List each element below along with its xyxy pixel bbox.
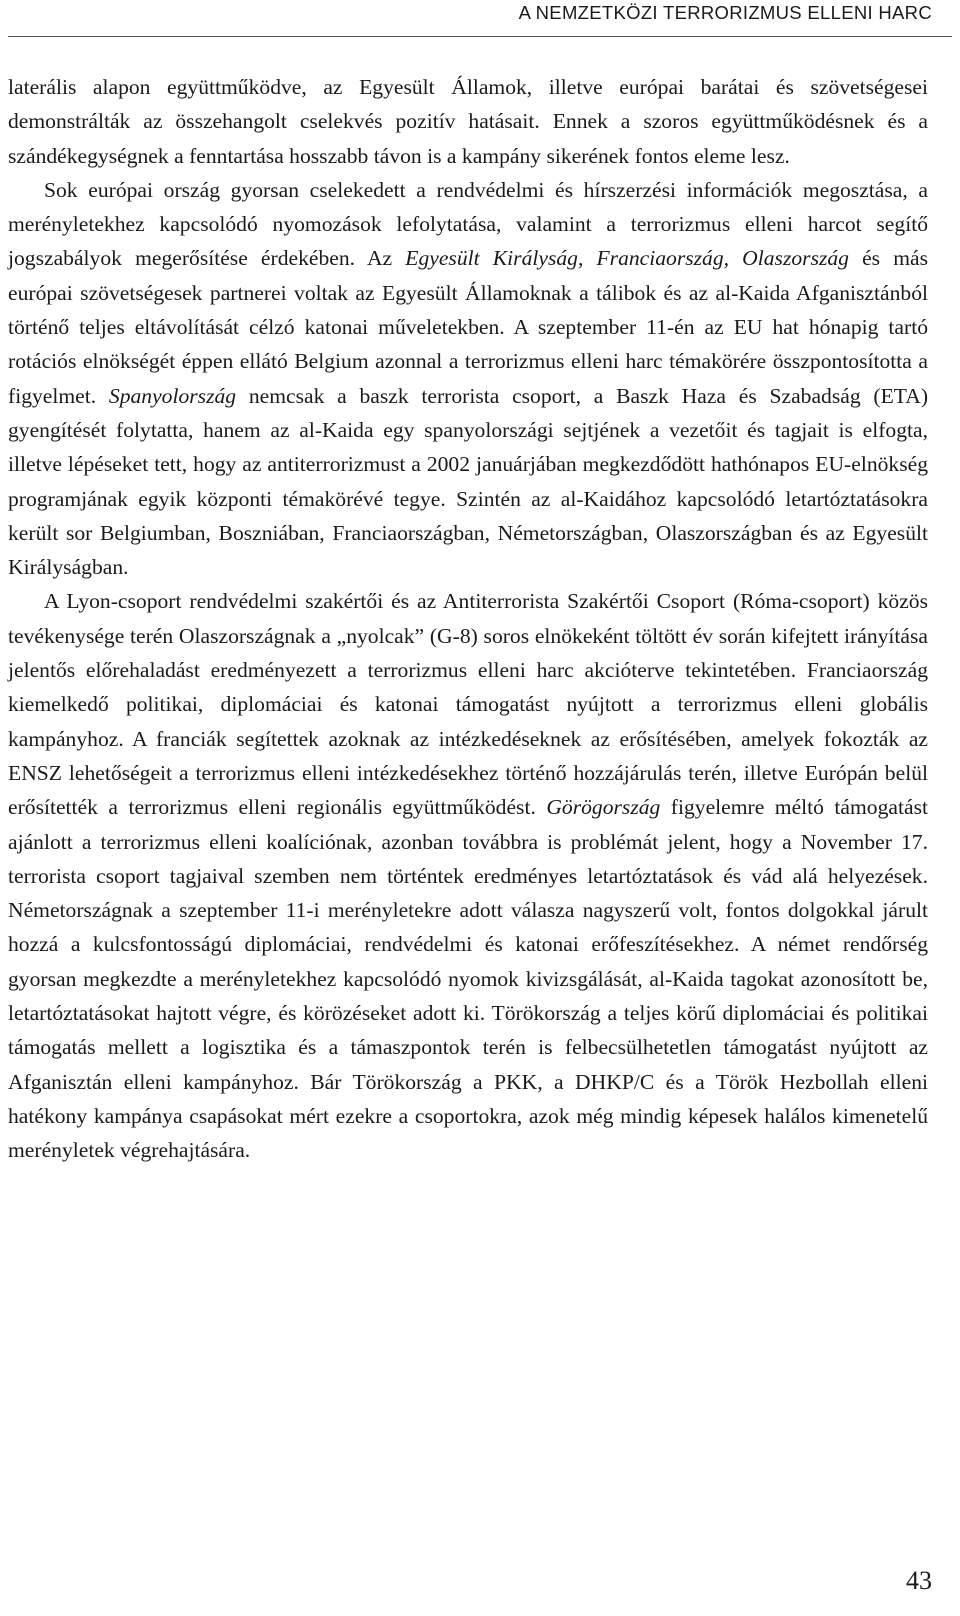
text-segment: és más európai szövetségesek partnerei voltak az Egyesült Államoknak a tálibok és az al-Kaida Afganisztánból történő teljes eltávolítását célzó katonai műveletekben. A szeptember 11-én az EU hat hónapig tartó rotációs elnökségét éppen ellátó Belgium azonnal a terrorizmus elleni harc témakörére összpontosította a figyelmet.: [8, 246, 928, 408]
header-rule: [8, 36, 952, 37]
running-title: A NEMZETKÖZI TERRORIZMUS ELLENI HARC: [518, 2, 932, 23]
text-segment: nemcsak a baszk terrorista csoport, a Baszk Haza és Szabadság (ETA) gyengítését folytatta, hanem az al-Kaida egy spanyolországi sejtjének a vezetőit és tagjait is elfogta, illetve lépéseket tett, hogy az antiterrorizmust a 2002 januárjában megkezdődött hathónapos EU-elnökség programjának egyik központi témakörévé tegye. Szintén az al-Kaidához kapcsolódó letartóztatásokra került sor Belgiumban, Boszniában, Franciaországban, Németországban, Olaszországban és az Egyesült Királyságban.: [8, 383, 929, 580]
text-segment: figyelemre méltó támogatást ajánlott a terrorizmus elleni koalíciónak, azonban továbbra is problémát jelent, hogy a November 17. terrorista csoport tagjaival szemben nem történtek eredményes letartóztatások és vád alá helyezések. Németországnak a szeptember 11-i merényletekre adott válasza nagyszerű volt, fontos dolgokkal járult hozzá a kulcsfontosságú diplomáciai, rendvédelmi és katonai erőfeszítésekhez. A német rendőrség gyorsan megkezdte a merényletekhez kapcsolódó nyomok kivizsgálását, al-Kaida tagokat azonosított be, letartóztatásokat hajtott végre, és körözéseket adott ki. Törökország a teljes körű diplomáciai és politikai támogatás mellett a logisztika és a támaszpontok terén is felbecsülhetetlen támogatást nyújtott az Afganisztán elleni kampányhoz. Bár Törökország a PKK, a DHKP/C és a Török Hezbollah elleni hatékony kampánya csapásokat mért ezekre a csoportokra, azok még mindig képesek halálos kimenetelű merényletek végrehajtására.: [8, 795, 928, 1163]
italic-country-name: Spanyolország: [108, 383, 237, 408]
paragraph-lyon-group: [8, 584, 928, 1167]
page-header: [0, 0, 960, 40]
paragraph-european-countries: [8, 173, 928, 585]
page-number: 43: [906, 1566, 932, 1595]
italic-country-names: Egyesült Királyság, Franciaország, Olaszország: [405, 246, 849, 271]
text-segment: laterális alapon együttműködve, az Egyesült Államok, illetve európai barátai és szövetségesei demonstrálták az összehangolt cselekvés pozitív hatásait. Ennek a szoros együttműködésnek és a szándékegységnek a fenntartása hosszabb távon is a kampány sikerének fontos eleme lesz.: [8, 75, 928, 168]
body-text: [8, 70, 928, 1168]
italic-country-name: Görögország: [546, 795, 661, 820]
text-segment: Sok európai ország gyorsan cselekedett a rendvédelmi és hírszerzési információk megosztása, a merényletekhez kapcsolódó nyomozások lefolytatása, valamint a terrorizmus elleni harcot segítő jogszabályok megerősítése érdekében. Az: [8, 177, 928, 271]
paragraph-continuation: [8, 70, 928, 173]
text-segment: A Lyon-csoport rendvédelmi szakértői és az Antiterrorista Szakértői Csoport (Róma-csoport) közös tevékenysége terén Olaszországnak a „nyolcak” (G-8) soros elnökeként töltött év során kifejtett irányítása jelentős előrehaladást eredményezett a terrorizmus elleni harc akcióterve tekintetében. Franciaország kiemelkedő politikai, diplomáciai és katonai támogatást nyújtott a terrorizmus elleni globális kampányhoz. A franciák segítettek azoknak az intézkedéseknek az erősítésében, amelyek fokozták az ENSZ lehetőségeit a terrorizmus elleni intézkedésekhez történő hozzájárulás terén, illetve Európán belül erősítették a terrorizmus elleni regionális együttműködést.: [8, 589, 928, 820]
